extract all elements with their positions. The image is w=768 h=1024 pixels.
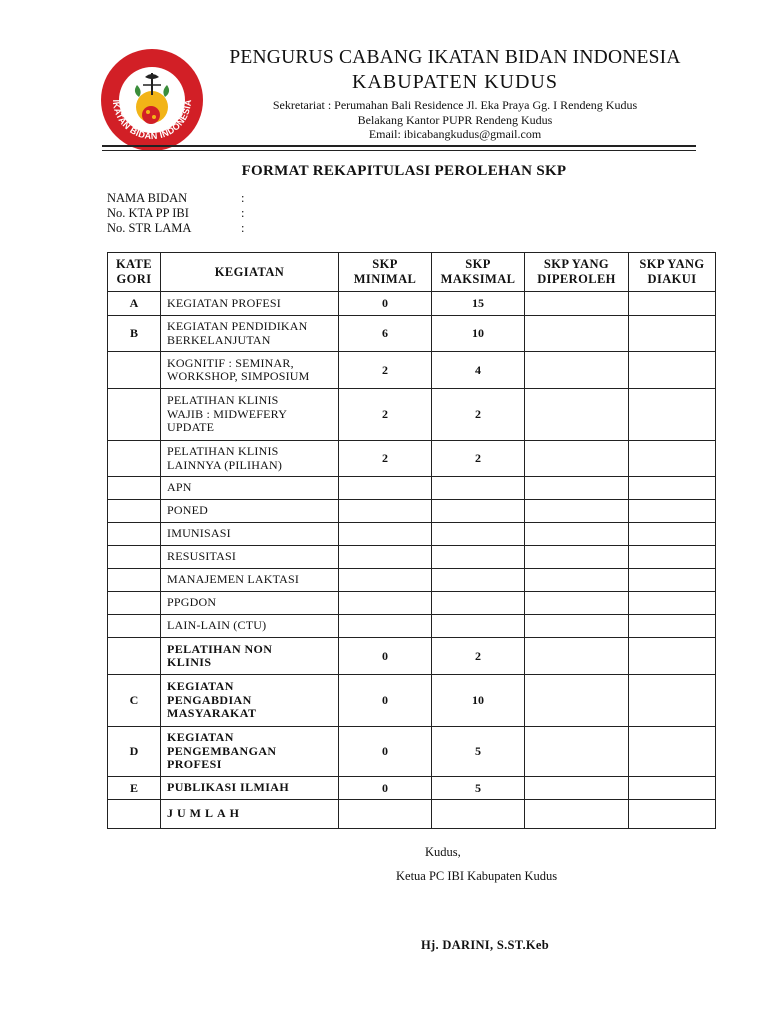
skp-diperoleh-cell[interactable] — [525, 546, 629, 569]
skp-minimal-cell: 2 — [339, 441, 432, 477]
category-cell: D — [108, 727, 161, 777]
skp-minimal-cell: 0 — [339, 727, 432, 777]
field-separator: : — [241, 191, 245, 205]
email-line: Email: ibicabangkudus@gmail.com — [368, 127, 542, 141]
field-kta — [107, 206, 244, 221]
org-region: KABUPATEN KUDUS — [352, 71, 558, 93]
place-label: Kudus, — [425, 845, 461, 859]
activity-line: MASYARAKAT — [167, 706, 257, 721]
skp-maksimal-cell: 10 — [432, 316, 525, 352]
header-kegiatan: KEGIATAN — [161, 253, 339, 292]
header-skp-diakui: SKP YANG DIAKUI — [629, 253, 716, 292]
skp-diperoleh-cell[interactable] — [525, 615, 629, 638]
header-skp-minimal: SKP MINIMAL — [339, 253, 432, 292]
table-row — [108, 352, 716, 389]
total-cat-cell — [108, 800, 161, 829]
skp-maksimal-cell — [432, 592, 525, 615]
activity-line: PONED — [167, 503, 209, 518]
skp-diakui-cell[interactable] — [629, 615, 716, 638]
skp-maksimal-cell: 10 — [432, 675, 525, 727]
activity-cell — [161, 546, 339, 569]
skp-minimal-cell — [339, 569, 432, 592]
skp-minimal-cell: 2 — [339, 389, 432, 441]
header-kategori: KATE GORI — [108, 253, 161, 292]
table-row — [108, 546, 716, 569]
table-row — [108, 569, 716, 592]
table-row — [108, 500, 716, 523]
skp-diakui-cell[interactable] — [629, 523, 716, 546]
category-cell — [108, 638, 161, 675]
skp-minimal-cell — [339, 592, 432, 615]
skp-diakui-cell[interactable] — [629, 292, 716, 316]
field-str — [107, 221, 244, 236]
category-cell — [108, 352, 161, 389]
activity-cell — [161, 292, 339, 316]
activity-line: KEGIATAN PROFESI — [167, 295, 281, 310]
skp-diakui-cell[interactable] — [629, 777, 716, 800]
logo-text: IKATAN BIDAN INDONESIA — [110, 98, 194, 142]
header-rule-thin — [102, 150, 696, 151]
category-cell — [108, 441, 161, 477]
table-row — [108, 316, 716, 352]
category-cell — [108, 615, 161, 638]
skp-minimal-cell: 0 — [339, 777, 432, 800]
category-cell: C — [108, 675, 161, 727]
skp-diakui-cell[interactable] — [629, 569, 716, 592]
field-label: NAMA BIDAN — [107, 191, 188, 205]
field-nama-bidan — [107, 191, 244, 206]
activity-cell — [161, 777, 339, 800]
total-min-cell — [339, 800, 432, 829]
activity-line: PENGEMBANGAN — [167, 743, 277, 758]
skp-maksimal-cell — [432, 546, 525, 569]
skp-minimal-cell — [339, 500, 432, 523]
category-cell — [108, 389, 161, 441]
field-separator: : — [241, 206, 245, 220]
skp-recap-table — [107, 252, 716, 829]
activity-cell — [161, 523, 339, 546]
skp-maksimal-cell: 5 — [432, 727, 525, 777]
skp-maksimal-cell: 5 — [432, 777, 525, 800]
total-diakui-cell[interactable] — [629, 800, 716, 829]
skp-maksimal-cell: 2 — [432, 441, 525, 477]
skp-maksimal-cell: 2 — [432, 638, 525, 675]
header-skp-maksimal: SKP MAKSIMAL — [432, 253, 525, 292]
skp-diperoleh-cell[interactable] — [525, 477, 629, 500]
skp-diakui-cell[interactable] — [629, 316, 716, 352]
activity-line: PELATIHAN NON — [167, 641, 273, 656]
activity-cell — [161, 389, 339, 441]
skp-diperoleh-cell[interactable] — [525, 569, 629, 592]
activity-line: KLINIS — [167, 655, 212, 669]
total-label: JUMLAH — [161, 800, 339, 829]
table-header-row — [108, 253, 716, 292]
signer-position: Ketua PC IBI Kabupaten Kudus — [396, 869, 558, 883]
activity-cell — [161, 592, 339, 615]
skp-diperoleh-cell[interactable] — [525, 292, 629, 316]
skp-diperoleh-cell[interactable] — [525, 592, 629, 615]
skp-diakui-cell[interactable] — [629, 389, 716, 441]
activity-cell — [161, 500, 339, 523]
category-cell — [108, 569, 161, 592]
field-label: No. KTA PP IBI — [107, 206, 189, 220]
activity-line: PELATIHAN KLINIS — [167, 393, 279, 408]
activity-line: PROFESI — [167, 757, 222, 772]
activity-line: PELATIHAN KLINIS — [167, 444, 279, 458]
activity-line: LAINNYA (PILIHAN) — [167, 457, 283, 472]
org-name: PENGURUS CABANG IKATAN BIDAN INDONESIA — [229, 47, 681, 68]
table-row — [108, 615, 716, 638]
activity-cell — [161, 675, 339, 727]
activity-line: PPGDON — [167, 595, 217, 610]
skp-maksimal-cell: 4 — [432, 352, 525, 389]
skp-diperoleh-cell[interactable] — [525, 389, 629, 441]
skp-maksimal-cell — [432, 477, 525, 500]
header-rule-thick — [102, 145, 696, 147]
document-title: FORMAT REKAPITULASI PEROLEHAN SKP — [241, 163, 567, 179]
skp-diakui-cell[interactable] — [629, 592, 716, 615]
skp-minimal-cell — [339, 615, 432, 638]
skp-minimal-cell: 0 — [339, 638, 432, 675]
skp-minimal-cell — [339, 477, 432, 500]
header-skp-diperoleh: SKP YANG DIPEROLEH — [525, 253, 629, 292]
skp-maksimal-cell: 15 — [432, 292, 525, 316]
skp-diperoleh-cell[interactable] — [525, 316, 629, 352]
activity-cell — [161, 477, 339, 500]
skp-diperoleh-cell[interactable] — [525, 727, 629, 777]
skp-minimal-cell: 6 — [339, 316, 432, 352]
address-line-1: Sekretariat : Perumahan Bali Residence Jl. Eka Praya Gg. I Rendeng Kudus — [272, 98, 638, 112]
activity-line: KEGIATAN — [167, 679, 234, 694]
activity-cell — [161, 441, 339, 477]
skp-minimal-cell: 2 — [339, 352, 432, 389]
skp-maksimal-cell — [432, 500, 525, 523]
activity-line: APN — [167, 480, 192, 495]
skp-diakui-cell[interactable] — [629, 352, 716, 389]
field-label: No. STR LAMA — [107, 221, 192, 235]
skp-diperoleh-cell[interactable] — [525, 500, 629, 523]
ibi-logo — [99, 47, 205, 153]
category-cell: E — [108, 777, 161, 800]
activity-line: PENGABDIAN — [167, 692, 252, 707]
total-diperoleh-cell[interactable] — [525, 800, 629, 829]
skp-diakui-cell[interactable] — [629, 546, 716, 569]
activity-line: BERKELANJUTAN — [167, 332, 271, 347]
activity-cell — [161, 638, 339, 675]
total-row — [108, 800, 716, 829]
activity-line: KEGIATAN PENDIDIKAN — [167, 319, 308, 333]
activity-line: MANAJEMEN LAKTASI — [167, 572, 300, 587]
table-row — [108, 292, 716, 316]
skp-maksimal-cell — [432, 523, 525, 546]
activity-line: KOGNITIF : SEMINAR, — [167, 355, 294, 370]
category-cell — [108, 546, 161, 569]
address-line-2: Belakang Kantor PUPR Rendeng Kudus — [357, 112, 553, 127]
table-row — [108, 777, 716, 800]
skp-diperoleh-cell[interactable] — [525, 523, 629, 546]
skp-diakui-cell[interactable] — [629, 500, 716, 523]
skp-diperoleh-cell[interactable] — [525, 441, 629, 477]
table-row — [108, 441, 716, 477]
category-cell: A — [108, 292, 161, 316]
activity-line: WAJIB : MIDWEFERY — [167, 406, 288, 421]
skp-minimal-cell: 0 — [339, 675, 432, 727]
activity-cell — [161, 316, 339, 352]
skp-maksimal-cell — [432, 615, 525, 638]
skp-minimal-cell: 0 — [339, 292, 432, 316]
category-cell — [108, 592, 161, 615]
activity-cell — [161, 352, 339, 389]
table-row — [108, 727, 716, 777]
skp-diakui-cell[interactable] — [629, 638, 716, 675]
field-separator: : — [241, 221, 245, 235]
skp-minimal-cell — [339, 523, 432, 546]
skp-diakui-cell[interactable] — [629, 727, 716, 777]
activity-cell — [161, 569, 339, 592]
activity-line: KEGIATAN — [167, 730, 234, 745]
table-row — [108, 675, 716, 727]
activity-cell — [161, 727, 339, 777]
table-row — [108, 592, 716, 615]
letterhead — [210, 46, 700, 142]
skp-minimal-cell — [339, 546, 432, 569]
skp-diperoleh-cell[interactable] — [525, 675, 629, 727]
activity-line: WORKSHOP, SIMPOSIUM — [167, 369, 310, 383]
skp-diperoleh-cell[interactable] — [525, 638, 629, 675]
skp-maksimal-cell: 2 — [432, 389, 525, 441]
category-cell — [108, 500, 161, 523]
total-max-cell — [432, 800, 525, 829]
skp-diakui-cell[interactable] — [629, 441, 716, 477]
skp-diakui-cell[interactable] — [629, 477, 716, 500]
table-row — [108, 523, 716, 546]
identity-fields — [107, 191, 244, 236]
table-row — [108, 638, 716, 675]
skp-diperoleh-cell[interactable] — [525, 777, 629, 800]
category-cell — [108, 523, 161, 546]
table-row — [108, 389, 716, 441]
category-cell: B — [108, 316, 161, 352]
activity-line: PUBLIKASI ILMIAH — [167, 780, 290, 795]
category-cell — [108, 477, 161, 500]
skp-diakui-cell[interactable] — [629, 675, 716, 727]
signer-name: Hj. DARINI, S.ST.Keb — [421, 938, 550, 952]
activity-line: RESUSITASI — [167, 549, 237, 564]
activity-line: IMUNISASI — [167, 526, 231, 541]
table-row — [108, 477, 716, 500]
activity-line: UPDATE — [167, 420, 215, 435]
activity-line: LAIN-LAIN (CTU) — [167, 618, 267, 633]
activity-cell — [161, 615, 339, 638]
skp-maksimal-cell — [432, 569, 525, 592]
skp-diperoleh-cell[interactable] — [525, 352, 629, 389]
